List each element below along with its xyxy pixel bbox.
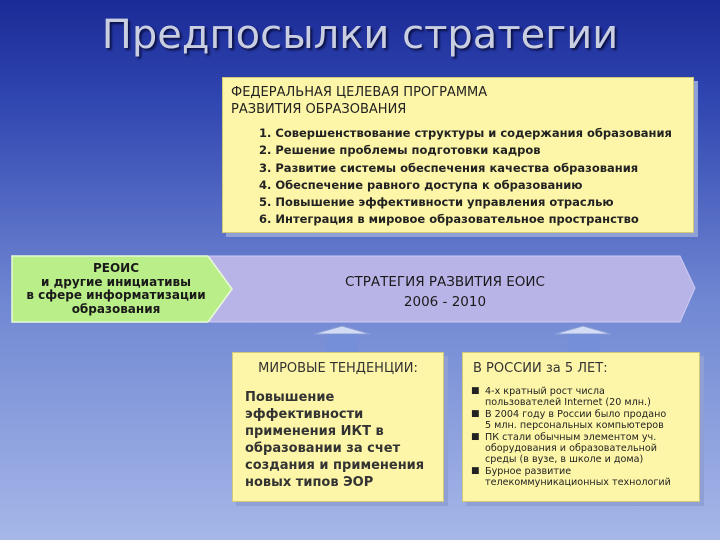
bullet-icon: ■	[471, 408, 480, 419]
up-arrow-right	[555, 326, 611, 352]
federal-program-item: 2. Решение проблемы подготовки кадров	[259, 143, 541, 158]
russia-item-line: Бурное развитие	[485, 465, 572, 477]
russia-item	[471, 409, 697, 432]
federal-program-item: 3. Развитие системы обеспечения качества образования	[259, 160, 639, 175]
russia-item	[471, 432, 697, 466]
federal-program-item: 1. Совершенствование структуры и содержания образования	[259, 126, 672, 140]
russia-item-line: В 2004 году в России было продано	[485, 408, 667, 420]
strategy-label	[250, 272, 640, 312]
world-trends-line: эффективности	[245, 407, 364, 422]
reois-label	[18, 262, 214, 316]
federal-program-title-line2: РАЗВИТИЯ ОБРАЗОВАНИЯ	[231, 102, 407, 117]
russia-item-line: среды (в вузе, в школе и дома)	[485, 454, 644, 466]
russia-item-line: 4-х кратный рост числа	[485, 386, 605, 397]
federal-program-item: 6. Интеграция в мировое образовательное пространство	[259, 212, 639, 227]
reois-line2: и другие инициативы	[41, 274, 191, 289]
bullet-icon: ■	[471, 431, 480, 442]
reois-line3: в сфере информатизации	[26, 288, 206, 302]
world-trends-line: Повышение	[245, 390, 335, 405]
world-trends-box	[232, 352, 444, 502]
russia-item-line: пользователей Internet (20 млн.)	[485, 397, 651, 409]
russia-item	[471, 386, 697, 409]
russia-item	[471, 466, 697, 489]
reois-line4: образования	[71, 301, 161, 316]
bullet-icon: ■	[471, 465, 480, 476]
up-arrow-left	[314, 326, 370, 352]
russia-item-line: 5 млн. персональных компьютеров	[485, 420, 664, 432]
russia-item-line: ПК стали обычным элементом уч.	[485, 431, 657, 443]
slide-title: Предпосылки стратегии	[101, 12, 619, 58]
federal-program-item: 4. Обеспечение равного доступа к образованию	[259, 177, 583, 192]
strategy-line1: СТРАТЕГИЯ РАЗВИТИЯ ЕОИС	[345, 274, 545, 290]
bullet-icon: ■	[471, 386, 480, 396]
russia-item-line: телекоммуникационных технологий	[485, 477, 671, 489]
russia-item-line: оборудования и образовательной	[485, 443, 657, 455]
russia-list	[471, 386, 697, 489]
strategy-line2: 2006 - 2010	[403, 294, 487, 310]
world-trends-body	[245, 389, 435, 491]
world-trends-line: применения ИКТ в	[245, 424, 384, 439]
russia-box	[462, 352, 700, 502]
world-trends-line: создания и применения	[245, 458, 425, 473]
federal-program-title-line1: ФЕДЕРАЛЬНАЯ ЦЕЛЕВАЯ ПРОГРАММА	[231, 85, 488, 100]
russia-title: В РОССИИ за 5 ЛЕТ:	[473, 361, 608, 376]
federal-program-item: 5. Повышение эффективности управления отраслью	[259, 195, 614, 210]
reois-line1: РЕОИС	[92, 261, 140, 275]
world-trends-line: новых типов ЭОР	[245, 475, 374, 490]
world-trends-line: образовании за счет	[245, 441, 401, 456]
world-trends-title: МИРОВЫЕ ТЕНДЕНЦИИ:	[258, 361, 418, 376]
